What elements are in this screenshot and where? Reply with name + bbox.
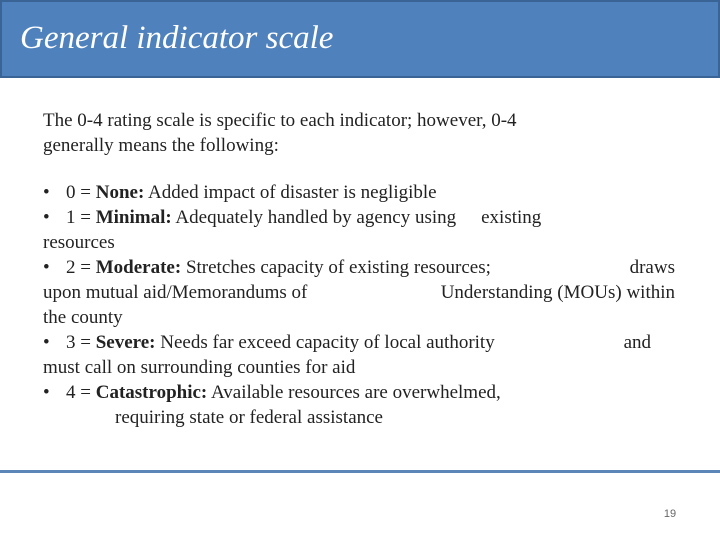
title-bar: [0, 0, 720, 78]
rating-description: Needs far exceed capacity of local authority: [155, 332, 495, 353]
slide-title: General indicator scale: [20, 20, 334, 56]
rating-description: the county: [43, 307, 123, 328]
rating-description: existing: [481, 207, 542, 228]
rating-value: 0 =: [66, 182, 96, 203]
rating-description: Understanding (MOUs) within: [440, 282, 675, 303]
rating-description: Added impact of disaster is negligible: [144, 182, 437, 203]
rating-scale-list: [43, 180, 675, 430]
rating-description: resources: [43, 232, 115, 253]
rating-value: 4 =: [66, 382, 96, 403]
list-item: [43, 205, 675, 255]
rating-description: must call on surrounding counties for aid: [43, 357, 356, 378]
rating-description: requiring state or federal assistance: [115, 407, 383, 428]
footer-divider: [0, 470, 720, 473]
rating-description: and: [623, 332, 651, 353]
page-number: 19: [663, 508, 677, 520]
list-item: [43, 330, 675, 380]
list-item: [43, 180, 675, 205]
intro-line: generally means the following:: [43, 135, 279, 156]
rating-value: 3 =: [66, 332, 96, 353]
list-item: [43, 255, 675, 330]
rating-term: Severe:: [95, 332, 156, 353]
bullet-icon: •: [43, 332, 50, 353]
rating-term: Minimal:: [95, 207, 172, 228]
bullet-icon: •: [43, 182, 50, 203]
intro-line: The 0-4 rating scale is specific to each indicator; however, 0-4: [43, 110, 517, 131]
bullet-icon: •: [43, 207, 50, 228]
rating-value: 2 =: [66, 257, 96, 278]
rating-value: 1 =: [66, 207, 96, 228]
bullet-icon: •: [43, 382, 50, 403]
intro-paragraph: [43, 108, 643, 158]
rating-description: Available resources are overwhelmed,: [207, 382, 501, 403]
rating-description: upon mutual aid/Memorandums of: [43, 282, 308, 303]
rating-term: Moderate:: [95, 257, 182, 278]
rating-description: Adequately handled by agency using: [171, 207, 457, 228]
rating-description: draws: [629, 257, 675, 278]
rating-term: None:: [95, 182, 145, 203]
bullet-icon: •: [43, 257, 50, 278]
list-item: [43, 380, 675, 430]
rating-term: Catastrophic:: [95, 382, 208, 403]
rating-description: Stretches capacity of existing resources;: [181, 257, 491, 278]
